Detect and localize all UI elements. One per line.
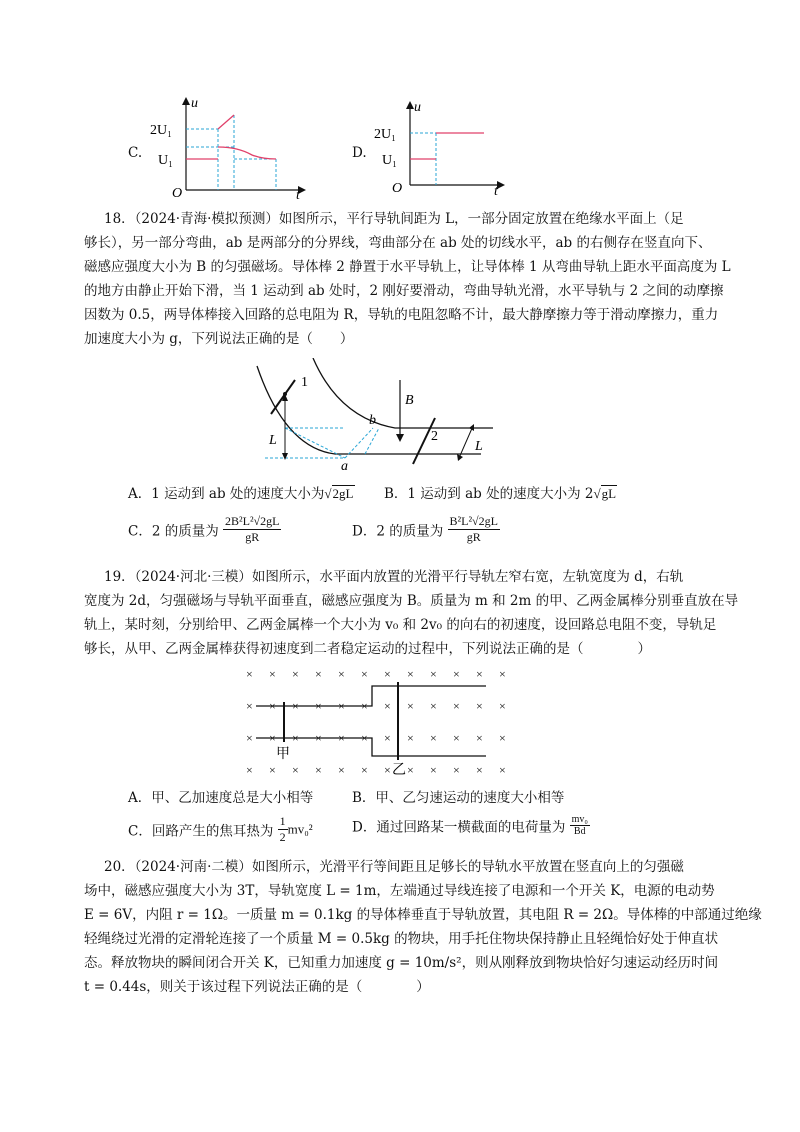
field-cross: × — [361, 731, 368, 745]
q20-line-4: 轻绳绕过光滑的定滑轮连接了一个质量 M = 0.5kg 的物块，用手托住物块保持静止且轻绳恰好处于伸直状 — [84, 931, 719, 947]
field-cross: × — [246, 763, 253, 777]
q19-yi-label: 乙 — [392, 763, 406, 777]
q18-line-3: 磁感应强度大小为 B 的匀强磁场。导体棒 2 静置于水平导轨上，让导体棒 1 从弯曲导轨上距水平面高度为 L — [84, 259, 731, 275]
field-cross: × — [338, 699, 345, 713]
q18-line-4: 的地方由静止开始下滑，当 1 运动到 ab 处时，2 刚好要滑动，弯曲导轨光滑，水平导轨与 2 之间的动摩擦 — [84, 283, 724, 299]
field-cross: × — [476, 667, 483, 681]
q18-option-b[interactable]: B．1 运动到 ab 处的速度大小为 2√gL — [384, 486, 617, 502]
field-cross: × — [430, 699, 437, 713]
q19-option-b[interactable]: B．甲、乙匀速运动的速度大小相等 — [352, 790, 565, 806]
q19-line-3: 轨上，某时刻，分别给甲、乙两金属棒一个大小为 v₀ 和 2v₀ 的向右的初速度，设回路总电阻不变，导轨足 — [84, 617, 717, 633]
field-cross: × — [292, 699, 299, 713]
q18-a-label: a — [341, 459, 348, 473]
option-c-label: C. — [128, 145, 143, 161]
field-cross: × — [407, 699, 414, 713]
field-cross: × — [407, 763, 414, 777]
field-cross: × — [499, 699, 506, 713]
field-cross: × — [315, 667, 322, 681]
field-cross: × — [292, 731, 299, 745]
graph-c — [148, 95, 308, 200]
q18-line-1: 18．（2024·青海·模拟预测）如图所示，平行导轨间距为 L，一部分固定放置在绝缘水平面上（足 — [104, 211, 684, 227]
q18-option-c[interactable]: C．2 的质量为 $\frac{\text{2B²L²√2gL}}{gR}$ — [128, 514, 280, 544]
graph-c-origin: O — [172, 186, 183, 200]
q18-height-label: L — [269, 433, 277, 448]
graph-d-tick-u1: U₁ — [382, 153, 397, 168]
field-cross: × — [361, 699, 368, 713]
field-cross: × — [476, 699, 483, 713]
q20-line-1: 20．（2024·河南·二模）如图所示，光滑平行等间距且足够长的导轨水平放置在竖直向上的匀强磁 — [104, 859, 684, 875]
graph-d-x-label: t — [494, 184, 498, 199]
field-cross: × — [476, 731, 483, 745]
field-cross: × — [453, 667, 460, 681]
q19-option-a[interactable]: A．甲、乙加速度总是大小相等 — [128, 790, 314, 806]
graph-c-y-label: u — [191, 96, 198, 111]
q20-line-3: E = 6V，内阻 r = 1Ω。一质量 m = 0.1kg 的导体棒垂直于导轨放置，其电阻 R = 2Ω。导体棒的中部通过绝缘 — [84, 907, 762, 923]
field-cross: × — [499, 667, 506, 681]
field-cross: × — [384, 699, 391, 713]
graph-c-x-label: t — [296, 188, 300, 200]
field-cross: × — [499, 763, 506, 777]
field-cross: × — [315, 731, 322, 745]
q18-field-label: B — [405, 393, 414, 408]
q18-b-label: b — [369, 413, 376, 428]
field-cross: × — [246, 731, 253, 745]
q18-option-d[interactable]: D．2 的质量为 $\frac{\text{B²L²√2gL}}{gR}$ — [352, 514, 498, 544]
field-cross: × — [246, 667, 253, 681]
field-cross: × — [453, 699, 460, 713]
field-cross: × — [453, 763, 460, 777]
field-cross: × — [476, 763, 483, 777]
field-cross: × — [384, 763, 391, 777]
graph-c-tick-2u1: 2U₁ — [150, 123, 172, 138]
field-cross: × — [269, 763, 276, 777]
q19-jia-label: 甲 — [276, 747, 290, 762]
q18-rod1-label: 1 — [301, 375, 308, 390]
q18-line-6: 加速度大小为 g，下列说法正确的是（ ） — [84, 331, 354, 347]
field-cross: × — [338, 763, 345, 777]
field-cross: × — [407, 667, 414, 681]
q20-line-2: 场中，磁感应强度大小为 3T，导轨宽度 L = 1m，左端通过导线连接了电源和一个开关 K，电源的电动势 — [84, 883, 715, 899]
field-cross: × — [315, 699, 322, 713]
field-cross: × — [384, 731, 391, 745]
field-cross: × — [292, 667, 299, 681]
q20-line-6: t = 0.44s，则关于该过程下列说法正确的是（ ） — [84, 979, 430, 995]
graph-d — [372, 95, 512, 200]
q18-figure — [255, 358, 515, 473]
q19-line-2: 宽度为 2d，匀强磁场与导轨平面垂直，磁感应强度为 B。质量为 m 和 2m 的甲、乙两金属棒分别垂直放在导 — [84, 593, 739, 609]
field-cross: × — [338, 731, 345, 745]
q18-width-label: L — [475, 439, 483, 454]
field-cross: × — [246, 699, 253, 713]
q19-line-1: 19．（2024·河北·三模）如图所示，水平面内放置的光滑平行导轨左窄右宽，左轨宽度为 d，右轨 — [104, 569, 684, 585]
graph-d-y-label: u — [414, 100, 421, 115]
field-cross: × — [361, 763, 368, 777]
option-d-label: D. — [352, 145, 367, 161]
q18-line-5: 因数为 0.5，两导体棒接入回路的总电阻为 R，导轨的电阻忽略不计，最大静摩擦力等于滑动摩擦力，重力 — [84, 307, 719, 323]
field-cross: × — [269, 699, 276, 713]
field-cross: × — [269, 667, 276, 681]
q19-option-c[interactable]: C．回路产生的焦耳热为 $\frac{1}{2}$ mv₀² — [128, 814, 313, 844]
field-cross: × — [499, 731, 506, 745]
q19-line-4: 够长，从甲、乙两金属棒获得初速度到二者稳定运动的过程中，下列说法正确的是（ ） — [84, 641, 651, 657]
field-cross: × — [338, 667, 345, 681]
field-cross: × — [407, 731, 414, 745]
q18-line-2: 够长），另一部分弯曲，ab 是两部分的分界线，弯曲部分在 ab 处的切线水平，ab 的右侧存在竖直向下、 — [84, 235, 712, 251]
q19-figure — [236, 662, 526, 777]
graph-d-tick-2u1: 2U₁ — [374, 127, 396, 142]
field-cross: × — [269, 731, 276, 745]
q19-option-d[interactable]: D．通过回路某一横截面的电荷量为 $\frac{\text{mv₀}}{Bd}$ — [352, 814, 588, 837]
field-cross: × — [361, 667, 368, 681]
field-cross: × — [315, 763, 322, 777]
field-cross: × — [292, 763, 299, 777]
field-cross: × — [430, 763, 437, 777]
q18-rod2-label: 2 — [431, 429, 438, 444]
q20-line-5: 态。释放物块的瞬间闭合开关 K，已知重力加速度 g = 10m/s²，则从刚释放到物块恰好匀速运动经历时间 — [84, 955, 719, 971]
field-cross: × — [430, 667, 437, 681]
q18-option-a[interactable]: A．1 运动到 ab 处的速度大小为√2gL — [128, 486, 354, 502]
field-cross: × — [453, 731, 460, 745]
graph-c-tick-u1: U₁ — [158, 153, 173, 168]
field-cross: × — [430, 731, 437, 745]
graph-d-origin: O — [392, 181, 403, 196]
field-cross: × — [384, 667, 391, 681]
